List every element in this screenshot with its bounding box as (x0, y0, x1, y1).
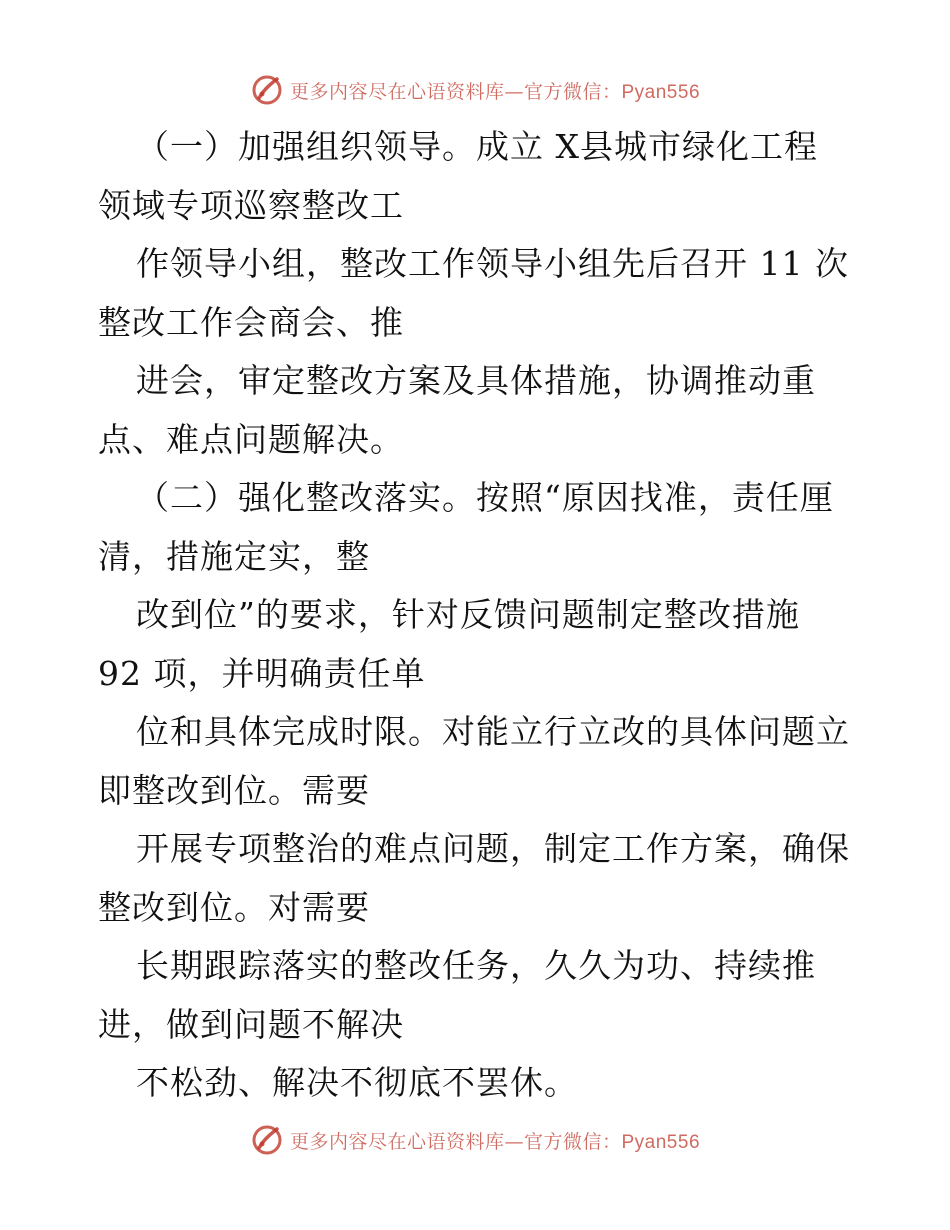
watermark-text (290, 1127, 700, 1154)
brush-circle-logo-icon (250, 73, 284, 107)
watermark-wechat-id: Pyan556 (621, 1131, 701, 1153)
footer-watermark (0, 1120, 950, 1160)
header-watermark (0, 70, 950, 110)
paragraph-line: 进会，审定整改方案及具体措施，协调推动重 (136, 361, 816, 400)
paragraph-line: 进，做到问题不解决 (98, 1004, 404, 1044)
paragraph-line: （二）强化整改落实。按照“原因找准，责任厘 (136, 478, 834, 517)
paragraph-line: 点、难点问题解决。 (98, 419, 404, 459)
paragraph-line: 不松劲、解决不彻底不罢休。 (136, 1063, 578, 1102)
watermark-wechat-id: Pyan556 (621, 81, 701, 103)
paragraph-line: （一）加强组织领导。成立 X县城市绿化工程 (136, 127, 818, 166)
paragraph-line: 位和具体完成时限。对能立行立改的具体问题立 (136, 712, 850, 751)
paragraph-line: 领域专项巡察整改工 (98, 185, 404, 225)
watermark-label: 更多内容尽在心语资料库—官方微信： (289, 1130, 622, 1153)
paragraph-line: 清，措施定实，整 (98, 536, 370, 576)
paragraph-line: 长期跟踪落实的整改任务，久久为功、持续推 (136, 946, 816, 985)
paragraph-line: 整改到位。对需要 (98, 887, 370, 927)
paragraph-line: 开展专项整治的难点问题，制定工作方案，确保 (136, 829, 850, 868)
paragraph-line: 92 项，并明确责任单 (98, 653, 426, 693)
paragraph-line: 即整改到位。需要 (98, 770, 370, 810)
paragraph-line: 整改工作会商会、推 (98, 302, 404, 342)
watermark-label: 更多内容尽在心语资料库—官方微信： (289, 80, 622, 103)
watermark-text (290, 77, 700, 104)
document-body (98, 118, 858, 1113)
brush-circle-logo-icon (250, 1123, 284, 1157)
paragraph-line: 改到位”的要求，针对反馈问题制定整改措施 (136, 595, 800, 634)
paragraph-line: 作领导小组，整改工作领导小组先后召开 11 次 (136, 244, 849, 283)
